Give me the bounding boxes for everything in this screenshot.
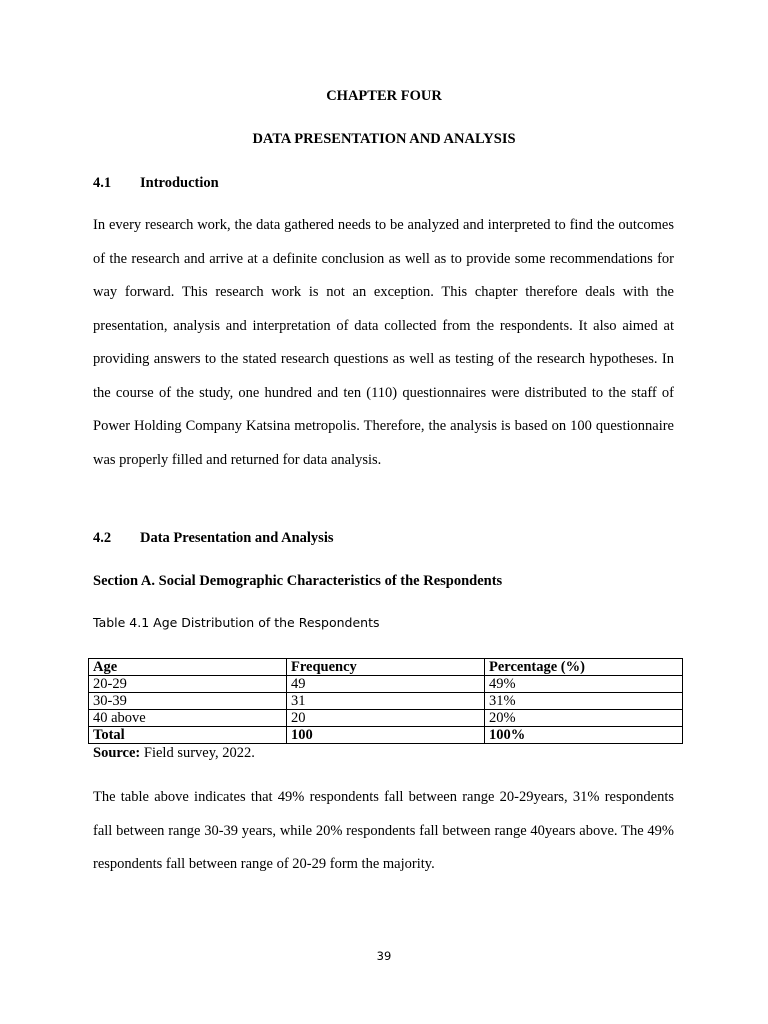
table-cell: 31	[287, 693, 485, 710]
intro-paragraph: In every research work, the data gathered needs to be analyzed and interpreted to find the outcomes of the research and arrive at a definite conclusion as well as to provide some recommendations for way forward. This research work is not an exception. This chapter therefore deals with the presentation, analysis and interpretation of data collected from the respondents. It also aimed at providing answers to the stated research questions as well as testing of the research hypotheses. In the course of the study, one hundred and ten (110) questionnaires were distributed to the staff of Power Holding Company Katsina metropolis. Therefore, the analysis is based on 100 questionnaire was properly filled and returned for data analysis.	[93, 217, 674, 468]
table-header-row	[89, 659, 683, 676]
section-title: Data Presentation and Analysis	[140, 530, 334, 546]
table-cell: 49	[287, 676, 485, 693]
section-number: 4.1	[93, 175, 112, 191]
header-cell: Frequency	[287, 659, 485, 676]
table-cell: 31%	[485, 693, 683, 710]
section-a-heading: Section A. Social Demographic Characteristics of the Respondents	[93, 573, 503, 589]
table-caption: Table 4.1 Age Distribution of the Respondents	[93, 615, 380, 630]
source-label: Source:	[93, 745, 141, 761]
chapter-title: CHAPTER FOUR	[326, 88, 442, 104]
table-cell: 20%	[485, 710, 683, 727]
table-cell: 30-39	[89, 693, 287, 710]
total-cell: Total	[89, 727, 287, 744]
table-cell: 40 above	[89, 710, 287, 727]
section-title: Introduction	[140, 175, 219, 191]
section-heading-4-1	[93, 175, 219, 192]
page-number: 39	[376, 949, 392, 963]
analysis-paragraph: The table above indicates that 49% respondents fall between range 20-29years, 31% respondents fall between range 30-39 years, while 20% respondents fall between range 40years above. The 49% respondents fall between range of 20-29 form the majority.	[93, 789, 674, 872]
section-heading-4-2	[93, 530, 334, 547]
table-cell: 49%	[485, 676, 683, 693]
chapter-subtitle: DATA PRESENTATION AND ANALYSIS	[252, 131, 516, 147]
total-cell: 100	[287, 727, 485, 744]
table-source	[93, 745, 255, 762]
header-cell: Percentage (%)	[485, 659, 683, 676]
table-row	[89, 676, 683, 693]
table-cell: 20-29	[89, 676, 287, 693]
header-cell: Age	[89, 659, 287, 676]
source-text: Field survey, 2022.	[140, 745, 255, 761]
section-number: 4.2	[93, 530, 112, 546]
table-row	[89, 710, 683, 727]
table-row	[89, 693, 683, 710]
total-cell: 100%	[485, 727, 683, 744]
table-cell: 20	[287, 710, 485, 727]
table-total-row	[89, 727, 683, 744]
age-distribution-table	[88, 658, 683, 744]
